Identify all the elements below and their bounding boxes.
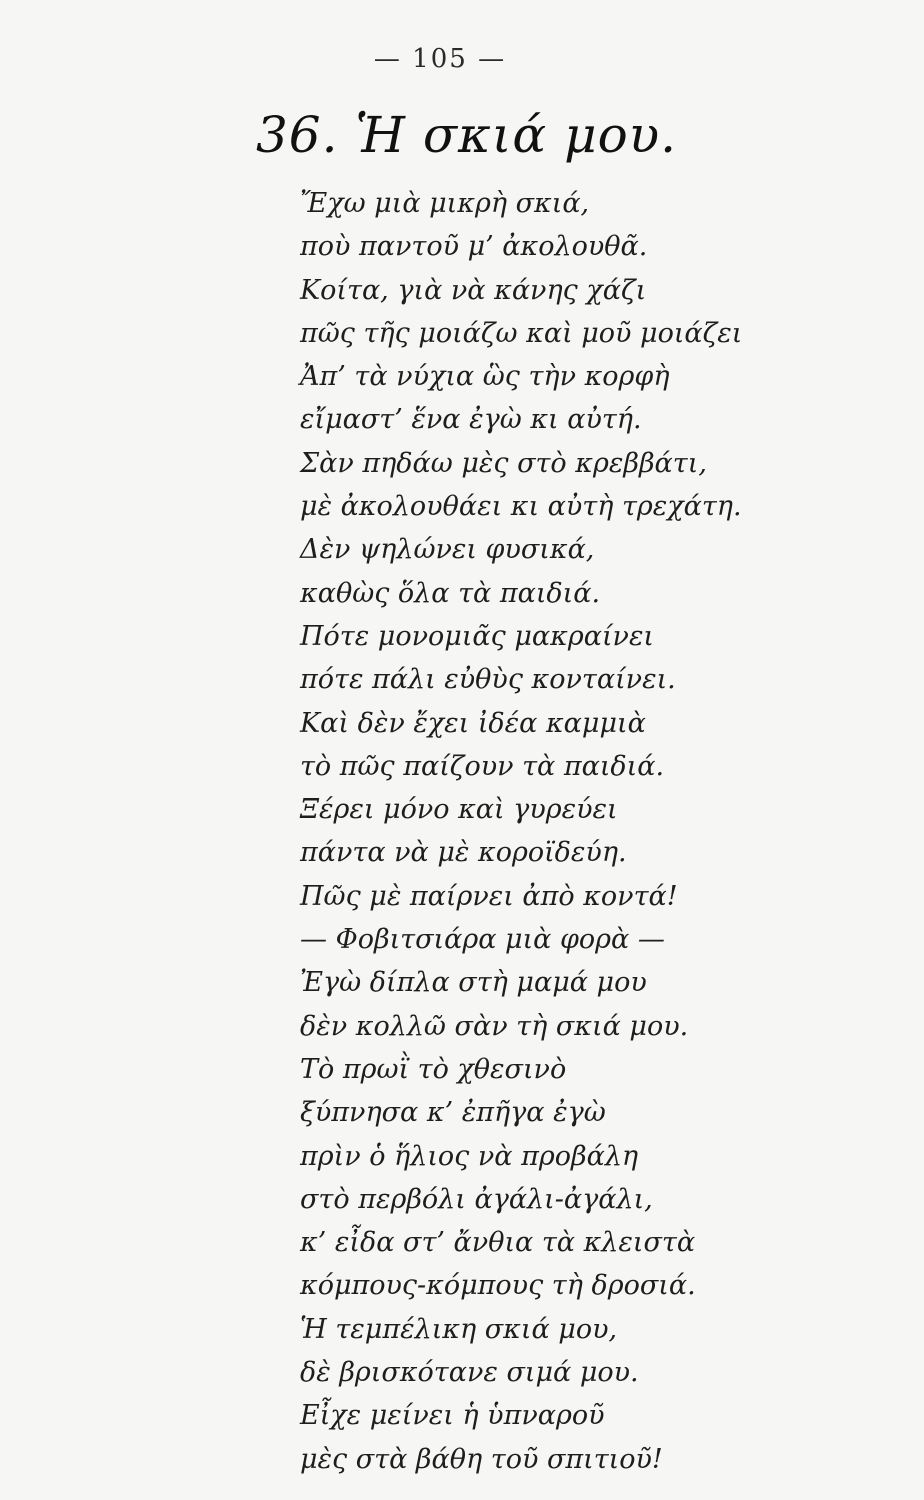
poem-body (300, 182, 860, 1481)
poem-line: κόμπους-κόμπους τὴ δροσιά. (300, 1270, 696, 1302)
poem-line: ποὺ παντοῦ μ’ ἀκολουθᾶ. (300, 231, 648, 263)
poem-line: ξύπνησα κ’ ἐπῆγα ἐγὼ (300, 1097, 606, 1129)
poem-line: δὲ βρισκότανε σιμά μου. (300, 1357, 639, 1389)
poem-line: Δὲν ψηλώνει φυσικά, (300, 534, 595, 566)
poem-line: καθὼς ὅλα τὰ παιδιά. (300, 577, 601, 609)
poem-line: δὲν κολλῶ σὰν τὴ σκιά μου. (300, 1010, 689, 1042)
poem-line: Σὰν πηδάω μὲς στὸ κρεββάτι, (300, 447, 707, 479)
page-number: — 105 — (373, 44, 507, 74)
poem-line: πάντα νὰ μὲ κοροϊδεύη. (300, 837, 627, 869)
poem-line: Εἶχε μείνει ἡ ὑπναροῦ (300, 1400, 605, 1432)
poem-line: Ἐγὼ δίπλα στὴ μαμά μου (300, 967, 647, 999)
poem-line: μὲς στὰ βάθη τοῦ σπιτιοῦ! (300, 1443, 663, 1475)
poem-line: τὸ πῶς παίζουν τὰ παιδιά. (300, 750, 665, 782)
poem-line: στὸ περβόλι ἀγάλι-ἀγάλι, (300, 1183, 653, 1215)
poem-line: μὲ ἀκολουθάει κι αὐτὴ τρεχάτη. (300, 491, 742, 523)
poem-line: Καὶ δὲν ἔχει ἰδέα καμμιὰ (300, 707, 646, 739)
poem-line: Ἡ τεμπέλικη σκιά μου, (300, 1313, 618, 1345)
poem-line: πῶς τῆς μοιάζω καὶ μοῦ μοιάζει (300, 317, 743, 349)
poem-line: Ξέρει μόνο καὶ γυρεύει (300, 794, 618, 826)
poem-line: Ἔχω μιὰ μικρὴ σκιά, (300, 188, 590, 219)
poem-line: Πότε μονομιᾶς μακραίνει (300, 620, 655, 652)
poem-line: — Φοβιτσιάρα μιὰ φορὰ — (300, 924, 665, 956)
poem-title: 36. Ἡ σκιά μου. (256, 106, 677, 164)
poem-line: εἴμαστ’ ἕνα ἐγὼ κι αὐτή. (300, 404, 642, 436)
poem-line: Τὸ πρωῒ τὸ χθεσινὸ (300, 1053, 567, 1085)
poem-line: πρὶν ὁ ἥλιος νὰ προβάλη (300, 1140, 639, 1172)
poem-line: Κοίτα, γιὰ νὰ κάνης χάζι (300, 274, 647, 306)
poem-line: πότε πάλι εὐθὺς κονταίνει. (300, 664, 676, 696)
poem-line: Ἀπ’ τὰ νύχια ὣς τὴν κορφὴ (300, 361, 670, 393)
poem-line: Πῶς μὲ παίρνει ἀπὸ κοντά! (300, 880, 678, 912)
poem-line: κ’ εἶδα στ’ ἄνθια τὰ κλειστὰ (300, 1227, 696, 1259)
